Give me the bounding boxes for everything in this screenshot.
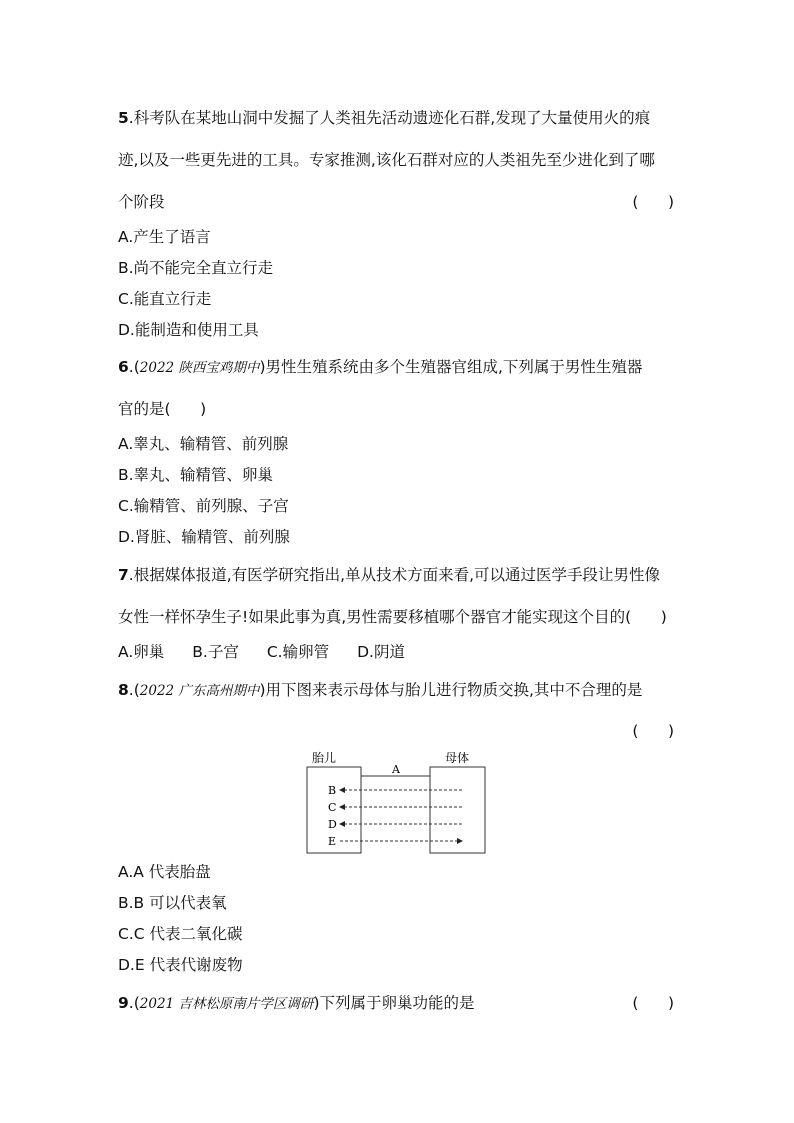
q5-option-a: A.产生了语言 (118, 228, 211, 246)
q5-number: 5 (118, 109, 129, 127)
q5-text-line1: .科考队在某地山洞中发掘了人类祖先活动遗迹化石群,发现了大量使用火的痕 (128, 109, 651, 127)
arrow-label-c: C (328, 801, 337, 814)
q7-text-line1: .根据媒体报道,有医学研究指出,单从技术方面来看,可以通过医学手段让男性像 (128, 566, 661, 584)
q8-prefix: .( (128, 681, 140, 699)
q6-text-line1: )男性生殖系统由多个生殖器官组成,下列属于男性生殖器 (259, 358, 643, 376)
q9-text-line1: )下列属于卵巢功能的是 (313, 994, 475, 1012)
q6-option-c: C.输精管、前列腺、子宫 (118, 497, 289, 515)
q7-number: 7 (118, 566, 129, 584)
q7-text-line2: 女性一样怀孕生子!如果此事为真,男性需要移植哪个器官才能实现这个目的( ) (118, 608, 667, 626)
q5-option-d: D.能制造和使用工具 (118, 321, 259, 339)
exchange-diagram (300, 746, 492, 858)
q8-answer-paren: ( ) (632, 722, 674, 740)
q8-option-b: B.B 可以代表氧 (118, 894, 227, 912)
q8-number: 8 (118, 681, 129, 699)
q6-prefix: .( (128, 358, 140, 376)
arrow-label-e: E (328, 835, 337, 848)
q5-line1 (118, 108, 650, 128)
q6-line1 (118, 357, 642, 378)
q9-number: 9 (118, 994, 129, 1012)
q5-option-c: C.能直立行走 (118, 290, 212, 308)
q6-option-b: B.睾丸、输精管、卵巢 (118, 466, 274, 484)
q9-answer-paren: ( ) (632, 994, 674, 1012)
q6-option-d: D.肾脏、输精管、前列腺 (118, 528, 290, 546)
q5-text-line2: 迹,以及一些更先进的工具。专家推测,该化石群对应的人类祖先至少进化到了哪 (118, 151, 655, 169)
q7-option-b: B.子宫 (192, 643, 239, 661)
q9-source: 2021 吉林松原南片学区调研 (139, 996, 314, 1012)
fetus-label: 胎儿 (311, 751, 337, 765)
q8-option-d: D.E 代表代谢废物 (118, 956, 243, 974)
q7-line1 (118, 565, 660, 585)
q8-option-c: C.C 代表二氧化碳 (118, 925, 243, 943)
mother-box (430, 767, 485, 853)
q8-text-line1: )用下图来表示母体与胎儿进行物质交换,其中不合理的是 (259, 681, 643, 699)
q7-option-a: A.卵巢 (118, 643, 165, 661)
q7-option-c: C.输卵管 (266, 643, 330, 661)
q6-number: 6 (118, 358, 129, 376)
q5-option-b: B.尚不能完全直立行走 (118, 259, 274, 277)
q7-options-row (118, 642, 433, 662)
q6-option-a: A.睾丸、输精管、前列腺 (118, 435, 289, 453)
q8-source: 2022 广东高州期中 (139, 683, 260, 699)
q7-option-d: D.阴道 (357, 643, 405, 661)
arrow-label-b: B (328, 784, 337, 797)
q9-line1 (118, 993, 475, 1014)
q6-source: 2022 陕西宝鸡期中 (139, 360, 260, 376)
q8-line1 (118, 680, 642, 701)
q8-option-a: A.A 代表胎盘 (118, 863, 211, 881)
arrow-label-d: D (328, 818, 337, 831)
q5-answer-paren: ( ) (632, 193, 674, 211)
q9-prefix: .( (128, 994, 140, 1012)
connector-label: A (392, 763, 400, 776)
q6-text-line2: 官的是( ) (118, 400, 207, 418)
q5-text-line3: 个阶段 (118, 193, 165, 211)
mother-label: 母体 (444, 751, 470, 765)
